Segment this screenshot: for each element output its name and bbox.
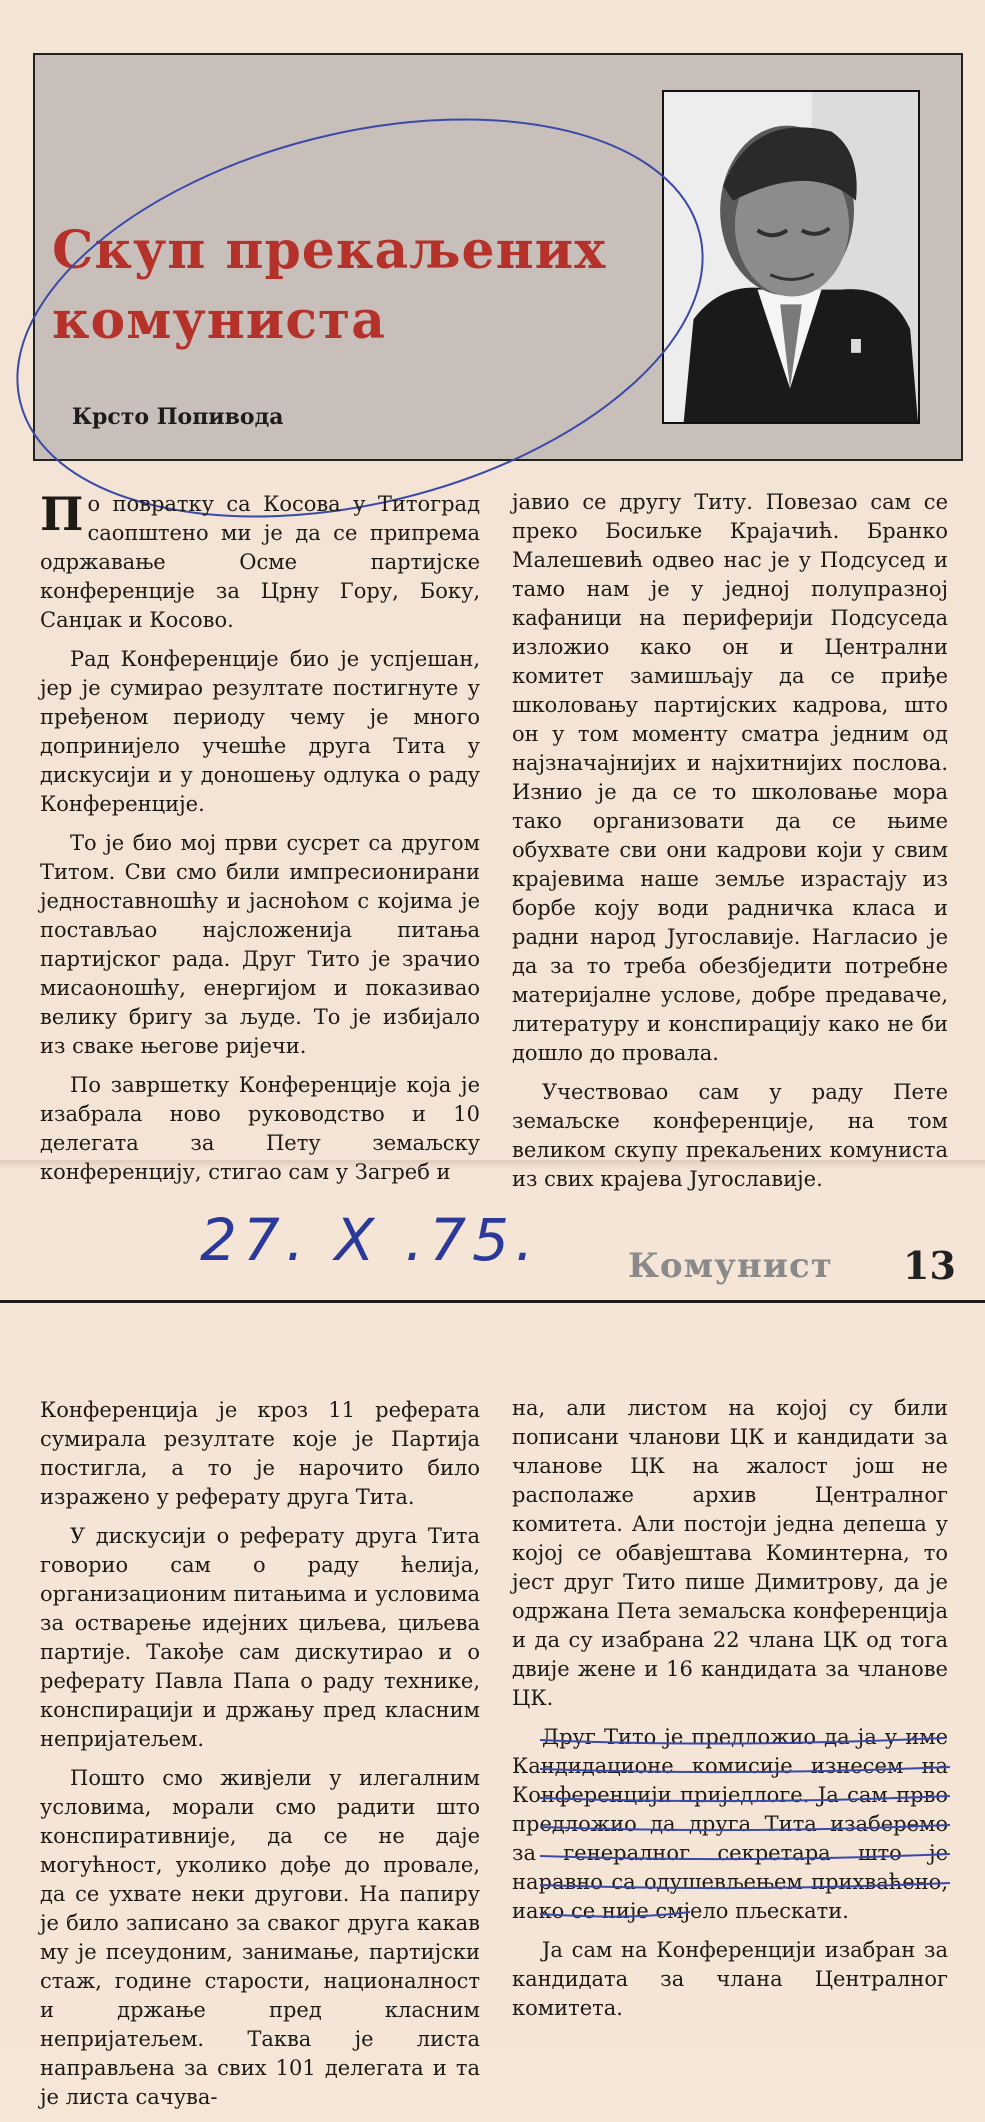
paragraph: По повратку са Косова у Титоград саопштено ми је да се припрема одржавање Осме партијске конференције за Црну Гору, Боку, Санџак и Косово.: [40, 487, 480, 632]
paragraph: јавио се другу Титу. Повезао сам се преко Босиљке Крајачић. Бранко Малешевић одвео нас је у Подсусед и тамо нам је у једној полупразној кафаници на периферији Подсуседа изложио како он и Централни комитет замишљају да се приђе школовању партијских кадрова, што он у том моменту сматра једним од најзначајнијих и најхитнијих послова. Изнио је да се то школовање мора тако организовати да се њиме обухвате сви они кадрови који у свим крајевима наше земље израстају из борбе коју води радничка класа и радни народ Југославије. Нагласио је да за то треба обезбједити потребне материјалне услове, добре предаваче, литературу и конспирацију како не би дошло до провала.: [512, 490, 948, 1065]
paragraph: Учествовао сам у раду Пете земаљске конференције, на том великом скупу прекаљених комуниста из свих крајева Југославије.: [512, 1080, 948, 1191]
paragraph: на, али листом на којој су били пописани чланови ЦК и кандидати за чланове ЦК на жалост још не располаже архив Централног комитета. Али постоји једна депеша у којој се обавјештава Коминтерна, то јест друг Тито пише Димитрову, да је одржана Пета земаљска конференција и да су изабрана 22 члана ЦК од тога двије жене и 16 кандидата за чланове ЦК.: [512, 1396, 948, 1710]
drop-cap: П: [40, 487, 84, 541]
headline-line-2: комуниста: [52, 290, 386, 351]
paragraph: По завршетку Конференције која је изабрала ново руководство и 10 делегата за Пету земаљску конференцију, стигао сам у Загреб и: [40, 1073, 480, 1184]
bottom-left-column: [40, 1396, 480, 2122]
page-number: 13: [903, 1243, 956, 1288]
byline: Крсто Попивода: [72, 404, 284, 430]
top-right-column: [512, 488, 948, 1204]
top-left-column: [40, 487, 480, 1197]
paragraph: Ја сам на Конференцији изабран за кандидата за члана Централног комитета.: [512, 1938, 948, 2020]
paragraph: Рад Конференције био је успјешан, јер је сумирао резултате постигнуте у пређеном периоду чему је много допринијело учешће друга Тита у дискусији и у доношењу одлука о раду Конференције.: [40, 647, 480, 816]
headline-line-1: Скуп прекаљених: [52, 220, 607, 281]
masthead: Комунист: [628, 1246, 833, 1286]
paragraph: Пошто смо живјели у илегалним условима, морали смо радити што конспиративније, да се не даје могућност, уколико дође до провале, да се ухвате неки другови. На папиру је било записано за сваког друга какав му је псеудоним, занимање, партијски стаж, године старости, националност и држање пред класним непријатељем. Таква је листа направљена за свих 101 делегата и та је листа сачува-: [40, 1766, 480, 2109]
paragraph: То је био мој први сусрет са другом Титом. Сви смо били импресионирани једноставношћу и јасноћом с којима је постављао најсложенија питања партијског рада. Друг Тито је зрачио мисаоношћу, енергијом и показивао велику бригу за људе. То је избијало из сваке његове ријечи.: [40, 831, 480, 1058]
bottom-right-column: [512, 1394, 948, 2033]
paragraph: Конференција је кроз 11 реферата сумирала резултате које је Партија постигла, а то је нарочито било изражено у реферату друга Тита.: [40, 1398, 480, 1509]
portrait-photo-icon: [662, 90, 920, 424]
paragraph: Друг Тито је предложио да ја у име Кандидационе комисије изнесем на Конференцији приједлоге. Ја сам прво предложио да друга Тита изаберемо за генералног секретара што је наравно са одушевљењем прихваћено, иако се није смјело пљескати.: [512, 1725, 948, 1923]
handwritten-date: 27. X .75.: [200, 1206, 540, 1274]
header-rule: [0, 1300, 985, 1303]
headline: [52, 216, 652, 356]
paragraph: У дискусији о реферату друга Тита говорио сам о раду ћелија, организационим питањима и условима за остварење идејних циљева, циљева партије. Такође сам дискутирао и о реферату Павла Папа о раду технике, конспирацији и држању пред класним непријатељем.: [40, 1524, 480, 1751]
